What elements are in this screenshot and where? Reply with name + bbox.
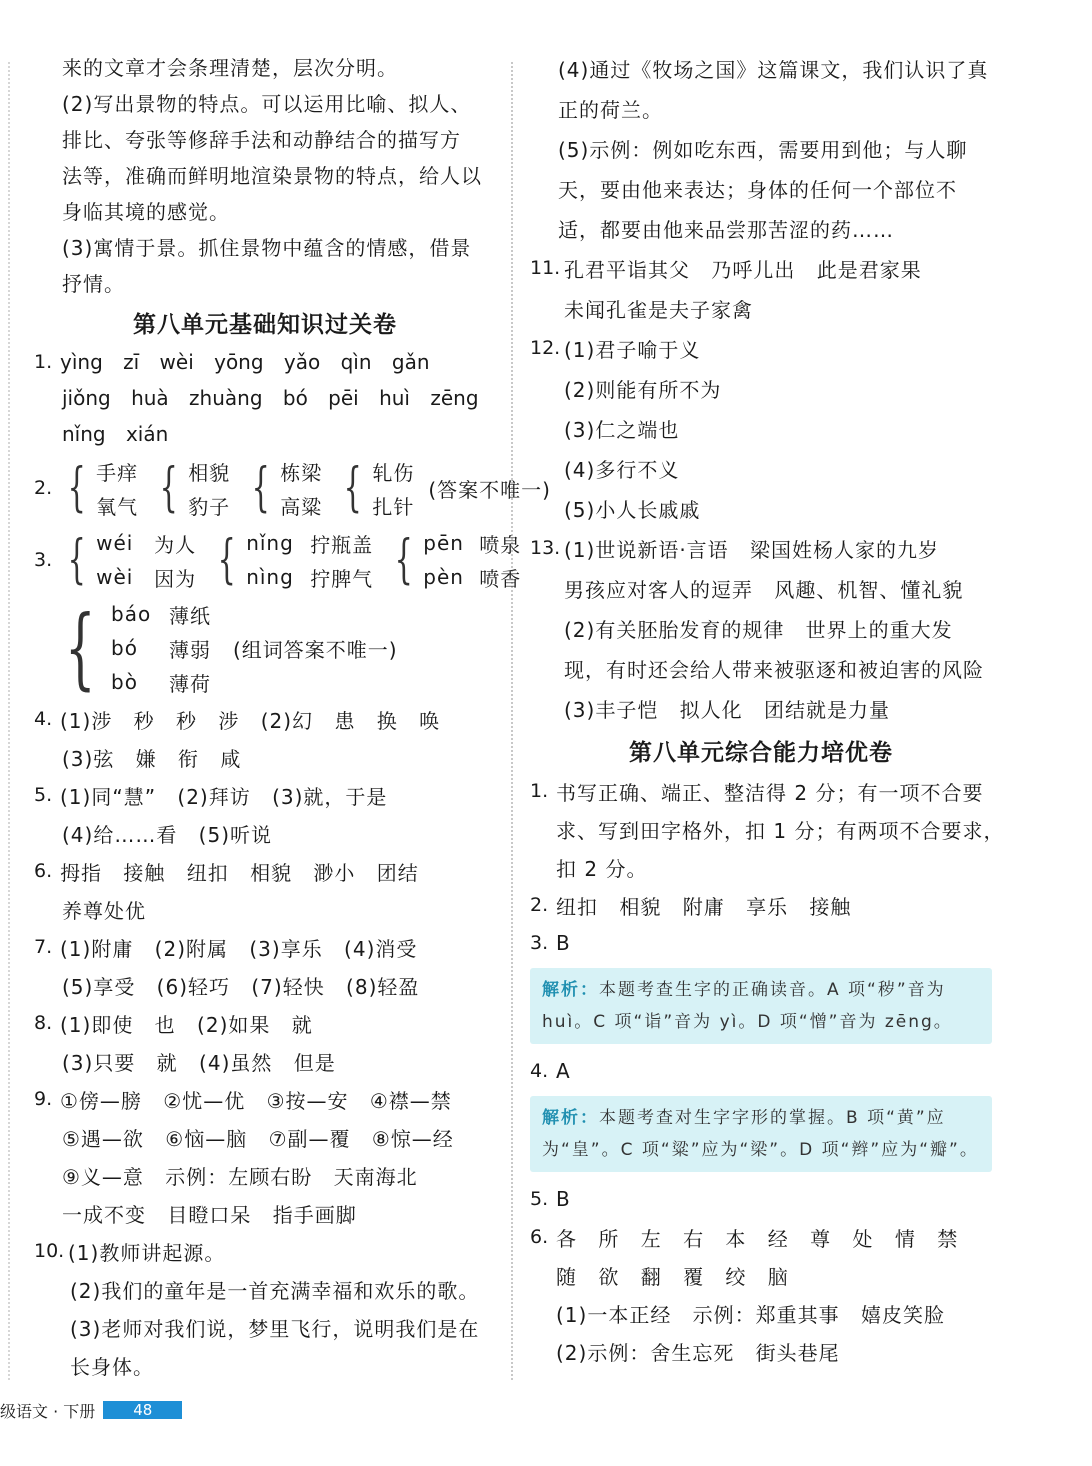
word: 手痒	[96, 460, 139, 485]
brace-icon: {	[67, 458, 87, 518]
answer-text: (2)我们的童年是一首充满幸福和欢乐的歌。	[70, 1278, 480, 1303]
answer-text: (1)即使 也 (2)如果 就	[60, 1012, 313, 1037]
question-number: 1.	[34, 351, 53, 373]
word: 氧气	[96, 494, 139, 519]
text-line: 天，要由他来表达；身体的任何一个部位不	[558, 177, 957, 202]
answer-text: (5)小人长戚戚	[564, 497, 701, 522]
question-number: 6.	[530, 1226, 549, 1248]
question-number: 11.	[530, 257, 561, 279]
question-number: 1.	[530, 780, 549, 802]
pinyin: bò	[111, 670, 138, 694]
answer-text: yìng zī wèi yōng yǎo qìn gǎn	[60, 350, 430, 374]
right-column	[530, 48, 1005, 1370]
answer-text: 扣 2 分。	[556, 856, 648, 881]
question-2	[34, 452, 551, 524]
question-3-extra	[34, 596, 496, 700]
answer-text: (1)世说新语·言语 梁国姓杨人家的九岁	[564, 537, 940, 562]
section-title: 第八单元基础知识过关卷	[133, 311, 397, 338]
brace-icon: {	[159, 458, 179, 518]
word: 栋梁	[280, 460, 323, 485]
question-number: 3.	[34, 549, 53, 571]
pinyin-group	[210, 526, 373, 594]
column-divider	[511, 62, 513, 1380]
word: 薄弱	[169, 637, 211, 662]
question-7	[34, 928, 496, 966]
answer-text: 长身体。	[70, 1354, 154, 1379]
question-number: 2.	[34, 477, 53, 499]
answer-text: (1)涉 秒 秒 涉 (2)幻 患 换 唤	[60, 708, 441, 733]
explanation-text: 为“皇”。C 项“粱”应为“梁”。D 项“辫”应为“瓣”。	[542, 1140, 979, 1160]
explanation-text: huì。C 项“诣”音为 yì。D 项“憎”音为 zēng。	[542, 1012, 953, 1032]
answer-text: (3)老师对我们说，梦里飞行，说明我们是在	[70, 1316, 480, 1341]
explanation-tag: 解析：	[542, 1108, 599, 1128]
word: 拧瓶盖	[310, 532, 374, 557]
answer-text: A	[556, 1059, 571, 1083]
question-6	[530, 1218, 992, 1256]
brace-icon: {	[343, 458, 363, 518]
question-12	[530, 328, 992, 368]
brace-icon: {	[251, 458, 271, 518]
brace-icon: {	[217, 530, 237, 590]
question-8	[34, 1004, 496, 1042]
answer-text: 求、写到田字格外，扣 1 分；有两项不合要求，	[556, 818, 1005, 843]
section-title: 第八单元综合能力培优卷	[629, 739, 893, 766]
question-number: 4.	[34, 708, 53, 730]
word: 扎针	[372, 494, 415, 519]
text-line: 正的荷兰。	[558, 97, 663, 122]
question-1	[34, 344, 496, 380]
answer-text: 书写正确、端正、整洁得 2 分；有一项不合要	[556, 780, 984, 805]
question-5	[34, 776, 496, 814]
answer-text: (5)享受 (6)轻巧 (7)轻快 (8)轻盈	[62, 974, 420, 999]
question-3	[34, 524, 522, 596]
answer-text: ①傍—膀 ②忧—优 ③按—安 ④襟—禁	[60, 1088, 452, 1113]
text-line: 适，都要由他来品尝那苦涩的药……	[558, 217, 894, 242]
explanation-text: 本题考查生字的正确读音。A 项“秽”音为	[599, 980, 946, 1000]
word: 薄纸	[169, 603, 211, 628]
text-line: (4)通过《牧场之国》这篇课文，我们认识了真	[558, 57, 989, 82]
text-line: (5)示例：例如吃东西，需要用到他；与人聊	[558, 137, 968, 162]
pinyin: wèi	[96, 565, 134, 589]
page-number: 48	[103, 1401, 182, 1419]
explanation-tag: 解析：	[542, 980, 599, 1000]
pinyin: báo	[111, 602, 152, 626]
question-11	[530, 248, 992, 288]
text-line: 来的文章才会条理清楚，层次分明。	[62, 55, 398, 80]
question-4	[530, 1052, 992, 1090]
pinyin: nǐng	[246, 531, 294, 555]
question-number: 7.	[34, 936, 53, 958]
word-pair	[60, 454, 138, 522]
explanation-text: 本题考查对生字字形的掌握。B 项“黄”应	[599, 1108, 946, 1128]
word: 拧脾气	[310, 566, 374, 591]
pinyin: pēn	[423, 531, 464, 555]
question-number: 10.	[34, 1240, 65, 1262]
question-5	[530, 1180, 992, 1218]
question-number: 6.	[34, 860, 53, 882]
pinyin: wéi	[96, 531, 134, 555]
answer-text: 随 欲 翻 覆 绞 脑	[556, 1264, 789, 1289]
question-10	[34, 1232, 496, 1270]
question-number: 8.	[34, 1012, 53, 1034]
word-pair	[244, 454, 322, 522]
answer-text: (3)仁之端也	[564, 417, 680, 442]
question-number: 3.	[530, 932, 549, 954]
answer-note: (组词答案不唯一)	[233, 637, 398, 662]
question-number: 13.	[530, 537, 561, 559]
text-line: 抒情。	[62, 271, 125, 296]
explanation-box	[530, 1096, 992, 1172]
question-number: 9.	[34, 1088, 53, 1110]
word: 高粱	[280, 494, 323, 519]
left-edge-rule	[8, 62, 10, 1380]
word: 薄荷	[169, 671, 211, 696]
question-1	[530, 772, 992, 810]
answer-text: (3)丰子恺 拟人化 团结就是力量	[564, 697, 891, 722]
word: 豹子	[188, 494, 231, 519]
brace-icon: {	[64, 596, 97, 699]
answer-text: (2)有关胚胎发育的规律 世界上的重大发	[564, 617, 953, 642]
question-number: 5.	[530, 1188, 549, 1210]
word-pair	[152, 454, 230, 522]
word: 喷泉	[479, 532, 522, 557]
brace-icon: {	[67, 530, 87, 590]
pinyin-group	[387, 526, 521, 594]
pinyin-group	[52, 597, 398, 699]
word: 轧伤	[372, 460, 415, 485]
question-4	[34, 700, 496, 738]
word-pair	[336, 454, 414, 522]
answer-text: jiǒng huà zhuàng bó pēi huì zēng	[62, 386, 479, 410]
answer-text: 未闻孔雀是夫子家禽	[564, 297, 753, 322]
answer-text: (4)给……看 (5)听说	[62, 822, 273, 847]
text-line: 身临其境的感觉。	[62, 199, 230, 224]
answer-text: (3)弦 嫌 衔 咸	[62, 746, 242, 771]
answer-text: 各 所 左 右 本 经 尊 处 情 禁	[556, 1226, 959, 1251]
answer-note: (答案不唯一)	[428, 477, 551, 502]
answer-text: (1)君子喻于义	[564, 337, 701, 362]
answer-text: ⑤遇—欲 ⑥恼—脑 ⑦副—覆 ⑧惊—经	[62, 1126, 454, 1151]
question-number: 5.	[34, 784, 53, 806]
word: 相貌	[188, 460, 231, 485]
answer-text: (1)一本正经 示例：郑重其事 嬉皮笑脸	[556, 1302, 946, 1327]
answer-text: (1)附庸 (2)附属 (3)享乐 (4)消受	[60, 936, 418, 961]
answer-text: 孔君平诣其父 乃呼儿出 此是君家果	[564, 257, 922, 282]
answer-text: B	[556, 931, 571, 955]
pinyin: pèn	[423, 565, 464, 589]
question-9	[34, 1080, 496, 1118]
answer-text: 拇指 接触 纽扣 相貌 渺小 团结	[60, 860, 419, 885]
question-number: 2.	[530, 894, 549, 916]
word: 喷香	[479, 566, 522, 591]
text-line: (2)写出景物的特点。可以运用比喻、拟人、	[62, 91, 472, 116]
answer-text: (2)则能有所不为	[564, 377, 722, 402]
text-line: 排比、夸张等修辞手法和动静结合的描写方	[62, 127, 461, 152]
pinyin-group	[60, 526, 196, 594]
text-line: (3)寓情于景。抓住景物中蕴含的情感，借景	[62, 235, 472, 260]
explanation-box	[530, 968, 992, 1044]
answer-text: 男孩应对客人的逗弄 风趣、机智、懂礼貌	[564, 577, 964, 602]
question-3	[530, 924, 992, 962]
text-line: 法等，准确而鲜明地渲染景物的特点，给人以	[62, 163, 482, 188]
page-footer	[0, 1398, 182, 1422]
answer-text: (1)教师讲起源。	[68, 1240, 226, 1265]
answer-text: 纽扣 相貌 附庸 享乐 接触	[556, 894, 852, 919]
answer-text: (2)示例：舍生忘死 街头巷尾	[556, 1340, 840, 1365]
answer-text: ⑨义—意 示例：左顾右盼 天南海北	[62, 1164, 418, 1189]
question-13	[530, 528, 992, 568]
word: 因为	[154, 566, 197, 591]
pinyin: bó	[111, 636, 138, 660]
answer-text: (4)多行不义	[564, 457, 680, 482]
answer-text: (1)同“慧” (2)拜访 (3)就，于是	[60, 784, 388, 809]
question-number: 12.	[530, 337, 561, 359]
brace-icon: {	[394, 530, 414, 590]
pinyin: nìng	[246, 565, 294, 589]
question-2	[530, 886, 992, 924]
answer-text: 一成不变 目瞪口呆 指手画脚	[62, 1202, 357, 1227]
answer-text: B	[556, 1187, 571, 1211]
book-label: 级语文 · 下册	[0, 1401, 96, 1421]
answer-text: 养尊处优	[62, 898, 146, 923]
answer-text: 现，有时还会给人带来被驱逐和被迫害的风险	[564, 657, 984, 682]
answer-text: (3)只要 就 (4)虽然 但是	[62, 1050, 336, 1075]
word: 为人	[154, 532, 197, 557]
answer-text: nǐng xián	[62, 422, 169, 446]
question-6	[34, 852, 496, 890]
question-number: 4.	[530, 1060, 549, 1082]
